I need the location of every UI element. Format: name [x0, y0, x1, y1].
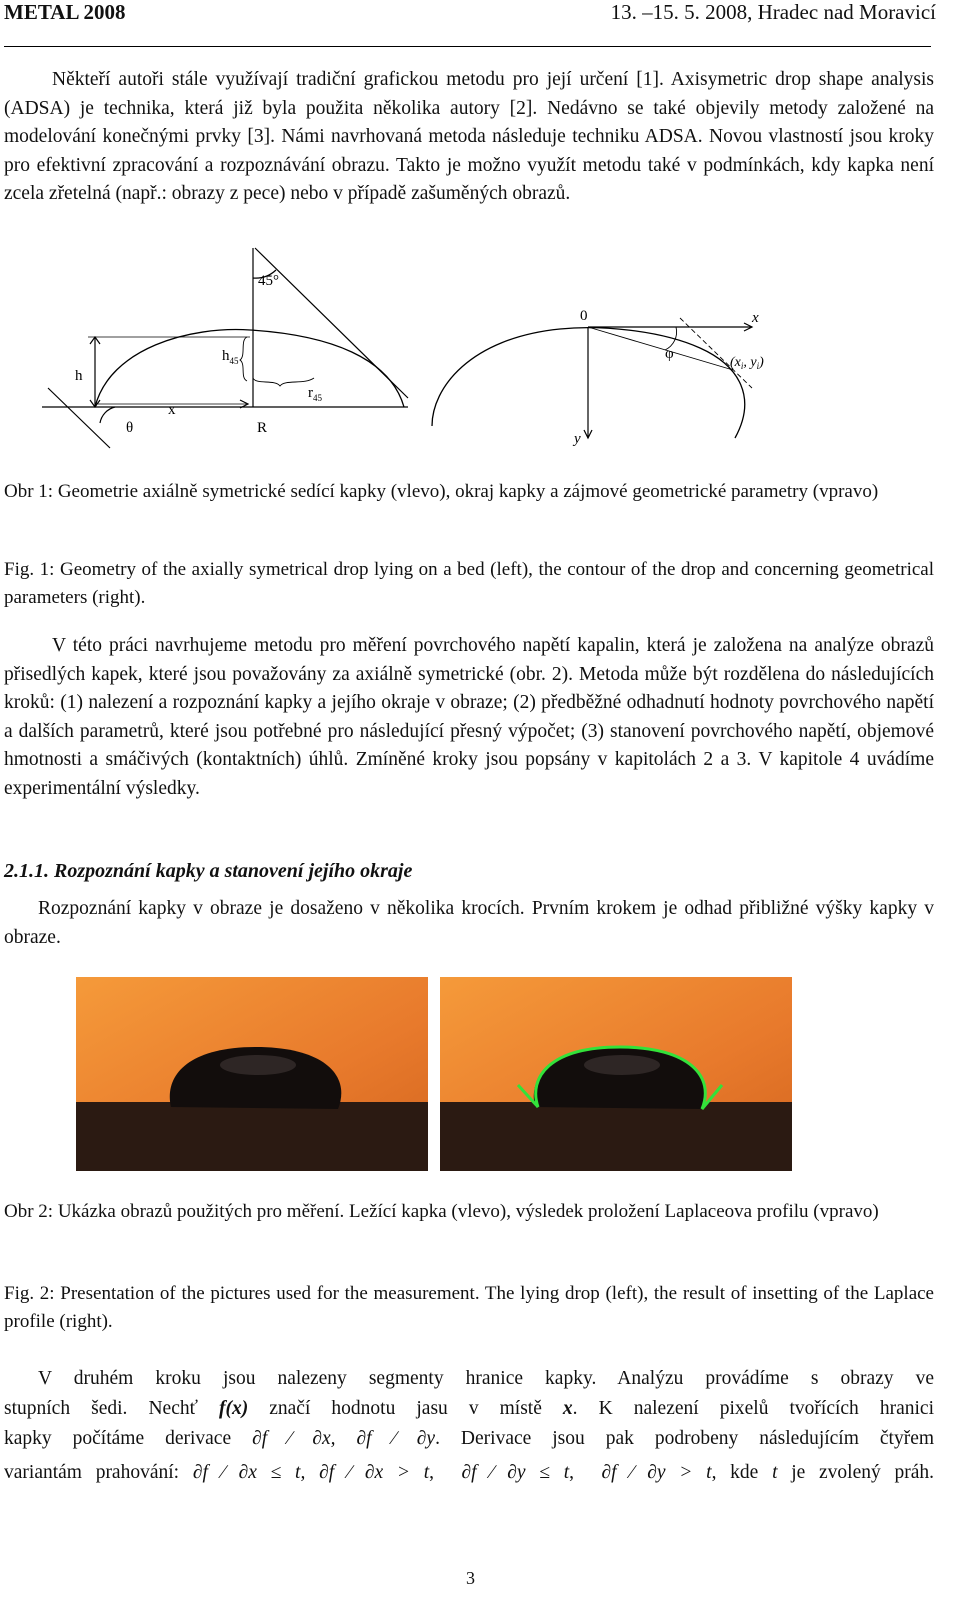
figure-2-photo-right — [440, 977, 792, 1171]
label-y-axis: y — [574, 431, 581, 447]
drop-contour — [95, 330, 404, 407]
h45-brace — [240, 337, 247, 381]
tangent-45 — [255, 248, 408, 398]
label-h45: $h_{45}$ — [222, 348, 239, 366]
r45-brace — [253, 378, 314, 386]
paragraph-recognition: Rozpoznání kapky v obraze je dosaženo v několika krocích. Prvním krokem je odhad přibližné výšky kapky v obraze. — [4, 898, 934, 948]
bed-surface — [440, 1102, 792, 1171]
label-h: h — [75, 368, 83, 384]
figure-1-caption-cz: Obr 1: Geometrie axiálně symetrické sedící kapky (vlevo), okraj kapky a zájmové geometrické parametry (vpravo) — [4, 481, 879, 502]
theta-arc — [100, 407, 115, 423]
figure-2-caption-en: Fig. 2: Presentation of the pictures used for the measurement. The lying drop (left), the result of insetting of the Laplace profile (right). — [4, 1283, 934, 1332]
header-conference: METAL 2008 — [4, 0, 126, 24]
header-rule — [4, 46, 931, 47]
figure-2-caption-cz: Obr 2: Ukázka obrazů použitých pro měření. Ležící kapka (vlevo), výsledek proložení Laplaceova profilu (vpravo) — [4, 1201, 879, 1222]
bed-surface — [76, 1102, 428, 1171]
paragraph-method: V této práci navrhujeme metodu pro měření povrchového napětí kapalin, která je založena na analýze obrazů přisedlých kapek, které jsou považovány za axiálně symetrické (obr. 2). Metoda může být rozdělena do následujících kroků: (1) nalezení a rozpoznání kapky a jejího okraje v obraze; (2) předběžné odhadnutí hodnoty povrchového napětí a dalších parametrů, které jsou potřebné pro následující přesný výpočet; (3) stanovení povrchového napětí, objemové hmotnosti a smáčivých (kontaktních) úhlů. Zmíněné kroky jsou popsány v kapitolách 2 a 3. V kapitole 4 uvádíme experimentální výsledky. — [4, 635, 934, 799]
page-number: 3 — [466, 1568, 475, 1588]
contact-tangent — [48, 388, 110, 448]
label-x-axis: x — [752, 310, 759, 326]
header-date-place: 13. –15. 5. 2008, Hradec nad Moravicí — [610, 0, 936, 24]
figure-1-diagram — [0, 238, 960, 460]
label-point: ($x_i$, $y_i$) — [730, 355, 764, 371]
label-phi: φ — [665, 346, 674, 362]
section-heading: 2.1.1. Rozpoznání kapky a stanovení jejího okraje — [4, 860, 413, 882]
figure-1-right-contour — [432, 318, 752, 438]
paragraph-segments: V druhém kroku jsou nalezeny segmenty hranice kapky. Analýzu provádíme s obrazy ve stupních šedi. Nechť f(x) značí hodnotu jasu v místě x. K nalezení pixelů tvořících hranici kapky počítáme derivace ∂f ∕ ∂x, ∂f ∕ ∂y. Derivace jsou pak podrobeny následujícím čtyřem variantám prahování: ∂f ∕ ∂x ≤ t, ∂f ∕ ∂x > t, ∂f ∕ ∂y ≤ t, ∂f ∕ ∂y > t, kde t je zvolený práh. — [4, 1368, 935, 1483]
figure-1-caption-en: Fig. 1: Geometry of the axially symetrical drop lying on a bed (left), the contour of the drop and concerning geometrical parameters (right). — [4, 559, 934, 608]
tangent-dashed — [680, 318, 752, 388]
figure-2-photo-left — [76, 977, 428, 1171]
intro-paragraph: Někteří autoři stále využívají tradiční grafickou metodu pro její určení [1]. Axisymetric drop shape analysis (ADSA) je technika, která již byla použita několika autory [2]. Nedávno se také objevily metody založené na modelování konečnými prvky [3]. Námi navrhovaná metoda následuje techniku ADSA. Novou vlastností jsou kroky pro efektivní zpracování a rozpoznávání obrazu. Takto je možno využít metodu také v podmínkách, kdy kapka není zcela zřetelná (např.: obrazy z pece) nebo v případě zašuměných obrazů. — [4, 69, 934, 204]
label-45deg: 45° — [258, 273, 279, 289]
label-origin: 0 — [580, 308, 588, 324]
label-theta: θ — [126, 420, 134, 436]
label-r45: $r_{45}$ — [308, 385, 322, 403]
label-x: x — [168, 402, 176, 418]
label-R: R — [257, 420, 268, 436]
